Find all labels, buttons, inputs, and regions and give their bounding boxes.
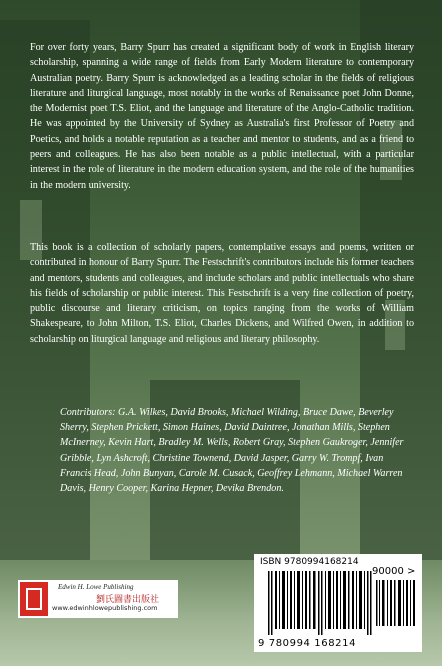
price-code-value: 90000	[372, 566, 404, 577]
isbn-label: ISBN 9780994168214	[260, 557, 359, 567]
publisher-chinese-name: 劉氏圖書出版社	[96, 595, 160, 605]
contributors-list: Contributors: G.A. Wilkes, David Brooks, Michael Wilding, Bruce Dawe, Beverley Sherry, Stephen Prickett, Simon Haines, David Daintree, Jonathan Mills, Stephen McInerney, Kevin Hart, Bradley M. Wells, Robert Gray, Stephen Gaukroger, Jennifer Gribble, Lyn Ashcroft, Christine Townend, David Jasper, Garry W. Trompf, Ivan Francis Head, John Bunyan, Carole M. Cusack, Geoffrey Lehmann, Michael Warren Davis, Henry Cooper, Karina Hepner, Devika Brendon.	[60, 407, 404, 495]
price-barcode-bars	[376, 580, 416, 626]
description-paragraph: For over forty years, Barry Spurr has created a significant body of work in English literary scholarship, spanning a wide range of fields from Early Modern literature to contemporary Australian poetry. Barry Spurr is acknowledged as a leading scholar in the fields of religious literature and liturgical language, most notably in the works of Renaissance poet John Donne, the Modernist poet T.S. Eliot, and the language and literature of the Anglo-Catholic tradition. He was appointed by the University of Sydney as Australia's first Professor of Poetry and Poetics, and holds a notable reputation as a teacher and mentor to students, and as a friend to peers and colleagues. He has also been notable as a public intellectual, with a particular interest in the role of literature in the modern education system, and the role of the humanities in the modern university.	[30, 42, 414, 191]
publisher-name: Edwin H. Lowe Publishing	[58, 583, 134, 591]
publisher-seal-icon	[20, 582, 48, 616]
ean-barcode-bars	[268, 571, 372, 635]
publisher-logo	[18, 580, 178, 618]
price-code-arrow: >	[407, 566, 416, 577]
ean-digits: 9 780994 168214	[258, 638, 357, 649]
description-paragraph: This book is a collection of scholarly papers, contemplative essays and poems, written or contributed in honour of Barry Spurr. The Festschrift's contributors include his former teachers and mentors, students and colleagues, and include scholars and public intellectuals who share his fields of scholarship or public interest. This Festschrift is a very fine collection of poetry, public discourse and literary criticism, on topics ranging from the works of William Shakespeare, to John Milton, T.S. Eliot, Charles Dickens, and Wilfred Owen, in addition to scholarship on liturgical language and religious and literary philosophy.	[30, 242, 414, 345]
price-code	[372, 566, 415, 577]
publisher-url: www.edwinhlowepublishing.com	[52, 604, 158, 612]
isbn-barcode	[254, 554, 422, 652]
